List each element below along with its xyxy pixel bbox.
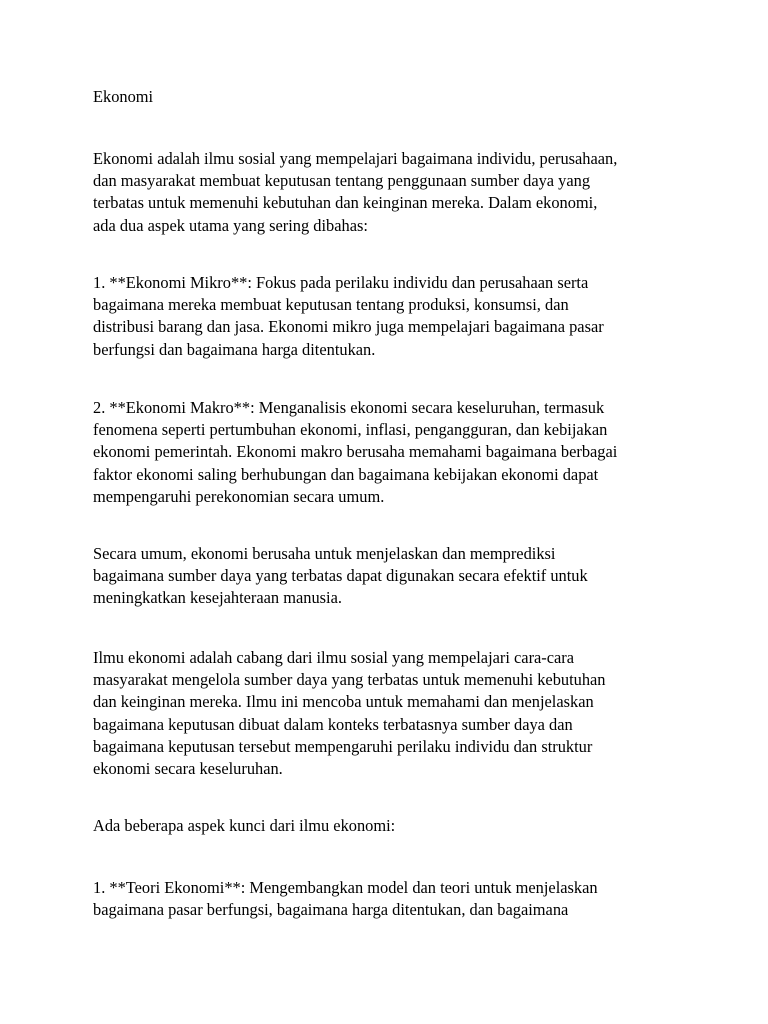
paragraph-line: dan masyarakat membuat keputusan tentang penggunaan sumber daya yang xyxy=(93,171,591,191)
paragraph-line: fenomena seperti pertumbuhan ekonomi, inflasi, pengangguran, dan kebijakan xyxy=(93,420,608,440)
paragraph-line: mempengaruhi perekonomian secara umum. xyxy=(93,486,385,506)
paragraph-line: Secara umum, ekonomi berusaha untuk menjelaskan dan memprediksi xyxy=(93,544,556,563)
paragraph-line: Ilmu ekonomi adalah cabang dari ilmu sosial yang mempelajari cara-cara xyxy=(93,648,575,667)
paragraph-intro xyxy=(93,148,683,237)
paragraph-secara-umum xyxy=(93,543,683,610)
paragraph-teori-ekonomi xyxy=(93,877,683,921)
paragraph-line: ekonomi pemerintah. Ekonomi makro berusaha memahami bagaimana berbagai xyxy=(93,442,618,462)
paragraph-line: Ekonomi adalah ilmu sosial yang mempelajari bagaimana individu, perusahaan, xyxy=(93,149,618,168)
paragraph-line: 2. **Ekonomi Makro**: Menganalisis ekonomi secara keseluruhan, termasuk xyxy=(93,398,605,417)
paragraph-line: bagaimana mereka membuat keputusan tentang produksi, konsumsi, dan xyxy=(93,295,569,315)
paragraph-ekonomi-mikro xyxy=(93,272,683,361)
paragraph-ekonomi-makro xyxy=(93,397,683,508)
paragraph-line: dan keinginan mereka. Ilmu ini mencoba untuk memahami dan menjelaskan xyxy=(93,692,594,712)
paragraph-line: bagaimana keputusan dibuat dalam konteks terbatasnya sumber daya dan xyxy=(93,714,573,734)
paragraph-line: bagaimana pasar berfungsi, bagaimana harga ditentukan, dan bagaimana xyxy=(93,900,569,920)
paragraph-line: faktor ekonomi saling berhubungan dan bagaimana kebijakan ekonomi dapat xyxy=(93,464,599,484)
paragraph-line: 1. **Ekonomi Mikro**: Fokus pada perilaku individu dan perusahaan serta xyxy=(93,273,589,292)
title-text: Ekonomi xyxy=(93,87,154,106)
paragraph-line: 1. **Teori Ekonomi**: Mengembangkan model dan teori untuk menjelaskan xyxy=(93,878,598,897)
paragraph-line: terbatas untuk memenuhi kebutuhan dan keinginan mereka. Dalam ekonomi, xyxy=(93,193,598,213)
paragraph-ilmu-ekonomi xyxy=(93,647,683,780)
paragraph-line: ada dua aspek utama yang sering dibahas: xyxy=(93,215,368,235)
paragraph-line: masyarakat mengelola sumber daya yang terbatas untuk memenuhi kebutuhan xyxy=(93,670,606,690)
paragraph-line: distribusi barang dan jasa. Ekonomi mikro juga mempelajari bagaimana pasar xyxy=(93,317,604,337)
paragraph-line: meningkatkan kesejahteraan manusia. xyxy=(93,588,342,608)
document-title xyxy=(93,86,683,108)
paragraph-line: berfungsi dan bagaimana harga ditentukan. xyxy=(93,339,376,359)
paragraph-line: Ada beberapa aspek kunci dari ilmu ekonomi: xyxy=(93,816,396,835)
paragraph-line: ekonomi secara keseluruhan. xyxy=(93,759,283,779)
paragraph-aspek-kunci xyxy=(93,815,683,837)
paragraph-line: bagaimana keputusan tersebut mempengaruhi perilaku individu dan struktur xyxy=(93,736,593,756)
paragraph-line: bagaimana sumber daya yang terbatas dapat digunakan secara efektif untuk xyxy=(93,566,588,586)
